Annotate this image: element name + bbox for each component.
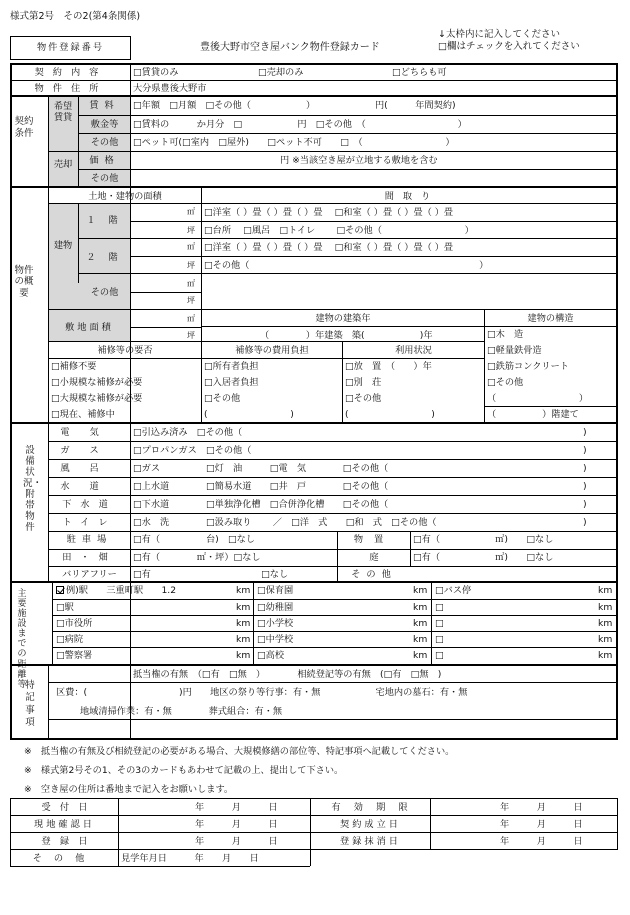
rent-other-label: その他 <box>90 137 119 148</box>
instruction-note: □欄はチェックを入れてください <box>438 41 580 52</box>
sewer-label: 下水道 <box>62 499 117 510</box>
gas-label: ガス <box>60 445 119 456</box>
site-check-date-value[interactable]: 年 月 日 <box>195 819 278 830</box>
distance-hospital[interactable]: □病院 <box>56 634 84 645</box>
water-label: 水道 <box>60 481 119 492</box>
cleaning-funeral[interactable]: 地域清掃作業：有・無 葬式組合：有・無 <box>80 706 283 717</box>
unit-tsubo: 坪 <box>187 226 195 235</box>
construction-year-header: 建物の建築年 <box>315 313 371 324</box>
special-notes-label: 特記事項 <box>25 680 35 729</box>
price-label: 価格 <box>89 155 120 166</box>
structure-other[interactable]: □その他 <box>487 377 524 388</box>
received-date-label: 受 付 日 <box>41 802 88 813</box>
repair-minor[interactable]: □小規模な補修が必要 <box>51 377 143 388</box>
floor2-rooms[interactable]: □洋室（ ）畳（ ）畳（ ）畳 □和室（ ）畳（ ）畳（ ）畳 <box>204 242 454 253</box>
registration-date-value[interactable]: 年 月 日 <box>195 836 278 847</box>
km-unit: km <box>236 602 251 613</box>
repair-in-progress[interactable]: □現在、補修中 <box>51 409 115 420</box>
form-number: 様式第2号 その2(第4条関係) <box>10 11 141 22</box>
distance-nursery[interactable]: □保育園 <box>257 585 294 596</box>
barrier-free-value[interactable]: □有 □なし <box>133 569 289 580</box>
floor1-facilities[interactable]: □台所 □風呂 □トイレ □その他（ ） <box>204 225 474 236</box>
distance-high-school[interactable]: □高校 <box>257 650 285 661</box>
km-unit: km <box>598 585 613 596</box>
usage-villa[interactable]: □別 荘 <box>345 377 382 388</box>
distance-extra[interactable]: □ <box>435 634 444 645</box>
storage-label: 物置 <box>353 534 395 545</box>
parking-label: 駐車場 <box>66 534 113 545</box>
unit-tsubo: 坪 <box>187 331 195 340</box>
deposit-label: 敷金等 <box>90 119 119 130</box>
structure-floors[interactable]: （ ）階建て <box>487 409 579 420</box>
address-label: 物件住所 <box>34 83 108 94</box>
floor-1-label: １ 階 <box>86 215 123 226</box>
contract-date-value[interactable]: 年 月 日 <box>500 819 583 830</box>
field-value[interactable]: □有（ ㎡・坪）□なし <box>133 552 261 563</box>
page-title: 豊後大野市空き屋バンク物件登録カード <box>200 42 380 53</box>
storage-value[interactable]: □有（ ㎡) □なし <box>413 534 554 545</box>
footnote: ※ 様式第2号その1、その3のカードもあわせて記載の上、提出して下さい。 <box>24 765 344 776</box>
distance-bus-stop[interactable]: □バス停 <box>435 585 472 596</box>
unit-m2: ㎡ <box>187 279 195 288</box>
km-unit: km <box>413 650 428 661</box>
contract-sale-only[interactable]: □売却のみ <box>258 67 304 78</box>
electricity-label: 電気 <box>60 427 119 438</box>
unit-m2: ㎡ <box>187 242 195 251</box>
mortgage-inheritance[interactable]: 抵当権の有無 （□有 □無 ） 相続登記等の有無 (□有 □無 ) <box>133 669 442 680</box>
floor-2-label: ２ 階 <box>86 252 123 263</box>
km-unit: km <box>236 618 251 629</box>
structure-light-steel[interactable]: □軽量鉄骨造 <box>487 345 542 356</box>
footnote: ※ 抵当権の有無及び相続登記の必要がある場合、大規模修繕の部位等、特記事項へ記載してください。 <box>24 746 455 757</box>
structure-wood[interactable]: □木 造 <box>487 329 524 340</box>
deposit-value[interactable]: □賃料の か月分 □ 円 □その他 （ ） <box>133 119 467 130</box>
rent-group-label: 希望賃貸 <box>53 101 73 124</box>
instruction-note: ↓太枠内に記入してください <box>438 29 560 40</box>
floor1-rooms[interactable]: □洋室（ ）畳（ ）畳（ ）畳 □和室（ ）畳（ ）畳（ ）畳 <box>204 207 454 218</box>
km-unit: km <box>598 650 613 661</box>
terms-group-label: 契約条件 <box>14 116 34 140</box>
distance-extra[interactable]: □ <box>435 650 444 661</box>
km-unit: km <box>236 650 251 661</box>
station-example-checkbox[interactable] <box>56 586 64 594</box>
address-value[interactable]: 大分県豊後大野市 <box>133 83 207 94</box>
barrier-free-label: バリアフリー <box>62 569 117 580</box>
unit-m2: ㎡ <box>187 207 195 216</box>
bath-value[interactable]: □ガス □灯 油 □電 気 □その他（ <box>133 463 389 474</box>
gas-value[interactable]: □プロパンガス □その他（ <box>133 445 252 456</box>
registration-date-label: 登 録 日 <box>41 836 88 847</box>
distance-station[interactable]: □駅 <box>56 602 74 613</box>
distance-elementary[interactable]: □小学校 <box>257 618 294 629</box>
expiry-value[interactable]: 年 月 日 <box>500 802 583 813</box>
electricity-value[interactable]: □引込み済み □その他（ <box>133 427 243 438</box>
repair-major[interactable]: □大規模な補修が必要 <box>51 393 143 404</box>
rent-label: 賃料 <box>89 100 120 111</box>
facilities-other-label: その他 <box>351 569 397 580</box>
visit-date-value[interactable]: 見学年月日 年 月 日 <box>121 853 259 864</box>
rent-value[interactable]: □年額 □月額 □その他（ ） 円( 年間契約) <box>133 100 456 111</box>
unit-tsubo: 坪 <box>187 261 195 270</box>
garden-label: 庭 <box>369 552 379 563</box>
price-value[interactable]: 円 ※当該空き屋が立地する敷地を含む <box>280 155 438 166</box>
received-date-value[interactable]: 年 月 日 <box>195 802 278 813</box>
parking-value[interactable]: □有（ 台) □なし <box>133 534 256 545</box>
deregistration-date-value[interactable]: 年 月 日 <box>500 836 583 847</box>
km-unit: km <box>598 618 613 629</box>
km-unit: km <box>236 634 251 645</box>
structure-rc[interactable]: □鉄筋コンクリート <box>487 361 569 372</box>
water-value[interactable]: □上水道 □簡易水道 □井 戸 □その他（ <box>133 481 389 492</box>
registration-number-label: 物件登録番号 <box>36 42 105 53</box>
site-area-label: 敷地面積 <box>65 322 114 333</box>
km-unit: km <box>413 634 428 645</box>
bath-label: 風呂 <box>60 463 119 474</box>
unit-m2: ㎡ <box>187 314 195 323</box>
distance-city-hall[interactable]: □市役所 <box>56 618 93 629</box>
distance-junior-high[interactable]: □中学校 <box>257 634 294 645</box>
rent-other-value[interactable]: □ペット可(□室内 □屋外) □ペット不可 □ （ ） <box>133 137 455 148</box>
distance-kindergarten[interactable]: □幼稚園 <box>257 602 294 613</box>
site-check-date-label: 現地確認日 <box>34 819 95 830</box>
usage-other-detail[interactable]: ( ) <box>345 409 435 420</box>
deregistration-date-label: 登録抹消日 <box>340 836 401 847</box>
distance-police[interactable]: □警察署 <box>56 650 93 661</box>
km-unit: km <box>236 585 251 596</box>
km-unit: km <box>598 602 613 613</box>
toilet-label: トイレ <box>62 517 117 528</box>
building-label: 建物 <box>53 240 73 251</box>
expiry-label: 有 効 期 限 <box>331 802 410 813</box>
toilet-value[interactable]: □水 洗 □汲み取り ／ □洋 式 □和 式 □その他（ <box>133 517 437 528</box>
garden-value[interactable]: □有（ ㎡) □なし <box>413 552 554 563</box>
km-unit: km <box>413 618 428 629</box>
distance-extra[interactable]: □ <box>435 618 444 629</box>
usage-header: 利用状況 <box>395 345 432 356</box>
repair-cost-header: 補修等の費用負担 <box>235 345 309 356</box>
structure-other-detail[interactable]: （ ） <box>487 393 589 404</box>
sewer-value[interactable]: □下水道 □単独浄化槽 □合併浄化槽 □その他（ <box>133 499 389 510</box>
cost-other-detail[interactable]: ( ) <box>204 409 294 420</box>
field-label: 田・畑 <box>62 552 117 563</box>
footnote: ※ 空き屋の住所は番地まで記入をお願いします。 <box>24 784 234 795</box>
distance-group-label: 主要施設までの 離等 <box>17 589 27 690</box>
contract-rent-only[interactable]: □賃貸のみ <box>133 67 179 78</box>
unit-tsubo: 坪 <box>187 296 195 305</box>
other-label: その他 <box>32 853 97 864</box>
km-unit: km <box>598 634 613 645</box>
sale-group-label: 売却 <box>53 159 73 170</box>
usage-other[interactable]: □その他 <box>345 393 382 404</box>
district-fees-events[interactable]: 区費：( )円 地区の祭り等行事：有・無 宅地内の墓石：有・無 <box>56 687 468 698</box>
construction-year-value[interactable]: （ ）年建築 築( )年 <box>260 330 433 341</box>
distance-extra[interactable]: □ <box>435 602 444 613</box>
km-unit: km <box>413 602 428 613</box>
cost-owner[interactable]: □所有者負担 <box>204 361 259 372</box>
contract-type-label: 契約内容 <box>34 67 108 78</box>
km-unit: km <box>413 585 428 596</box>
distance-station-example[interactable]: 例)駅 三重町駅 1.2 <box>66 585 177 596</box>
overview-group-label: 物件の概要 <box>14 265 34 299</box>
rooms-header: 間 取 り <box>384 191 434 202</box>
facilities-group-label: 設備状況・附帯物件 <box>23 445 43 534</box>
floor2-other[interactable]: □その他（ ） <box>204 260 489 271</box>
other-building-label: その他 <box>90 287 119 298</box>
repair-none[interactable]: □補修不要 <box>51 361 97 372</box>
structure-header: 建物の構造 <box>527 313 574 324</box>
usage-idle[interactable]: □放 置 （ ）年 <box>345 361 432 372</box>
sale-other-label: その他 <box>90 173 119 184</box>
contract-both[interactable]: □どちらも可 <box>392 67 447 78</box>
cost-tenant[interactable]: □入居者負担 <box>204 377 259 388</box>
repair-need-header: 補修等の要否 <box>97 345 153 356</box>
land-building-area-header: 土地・建物の面積 <box>88 191 162 202</box>
cost-other[interactable]: □その他 <box>204 393 241 404</box>
contract-date-label: 契約成立日 <box>340 819 401 830</box>
